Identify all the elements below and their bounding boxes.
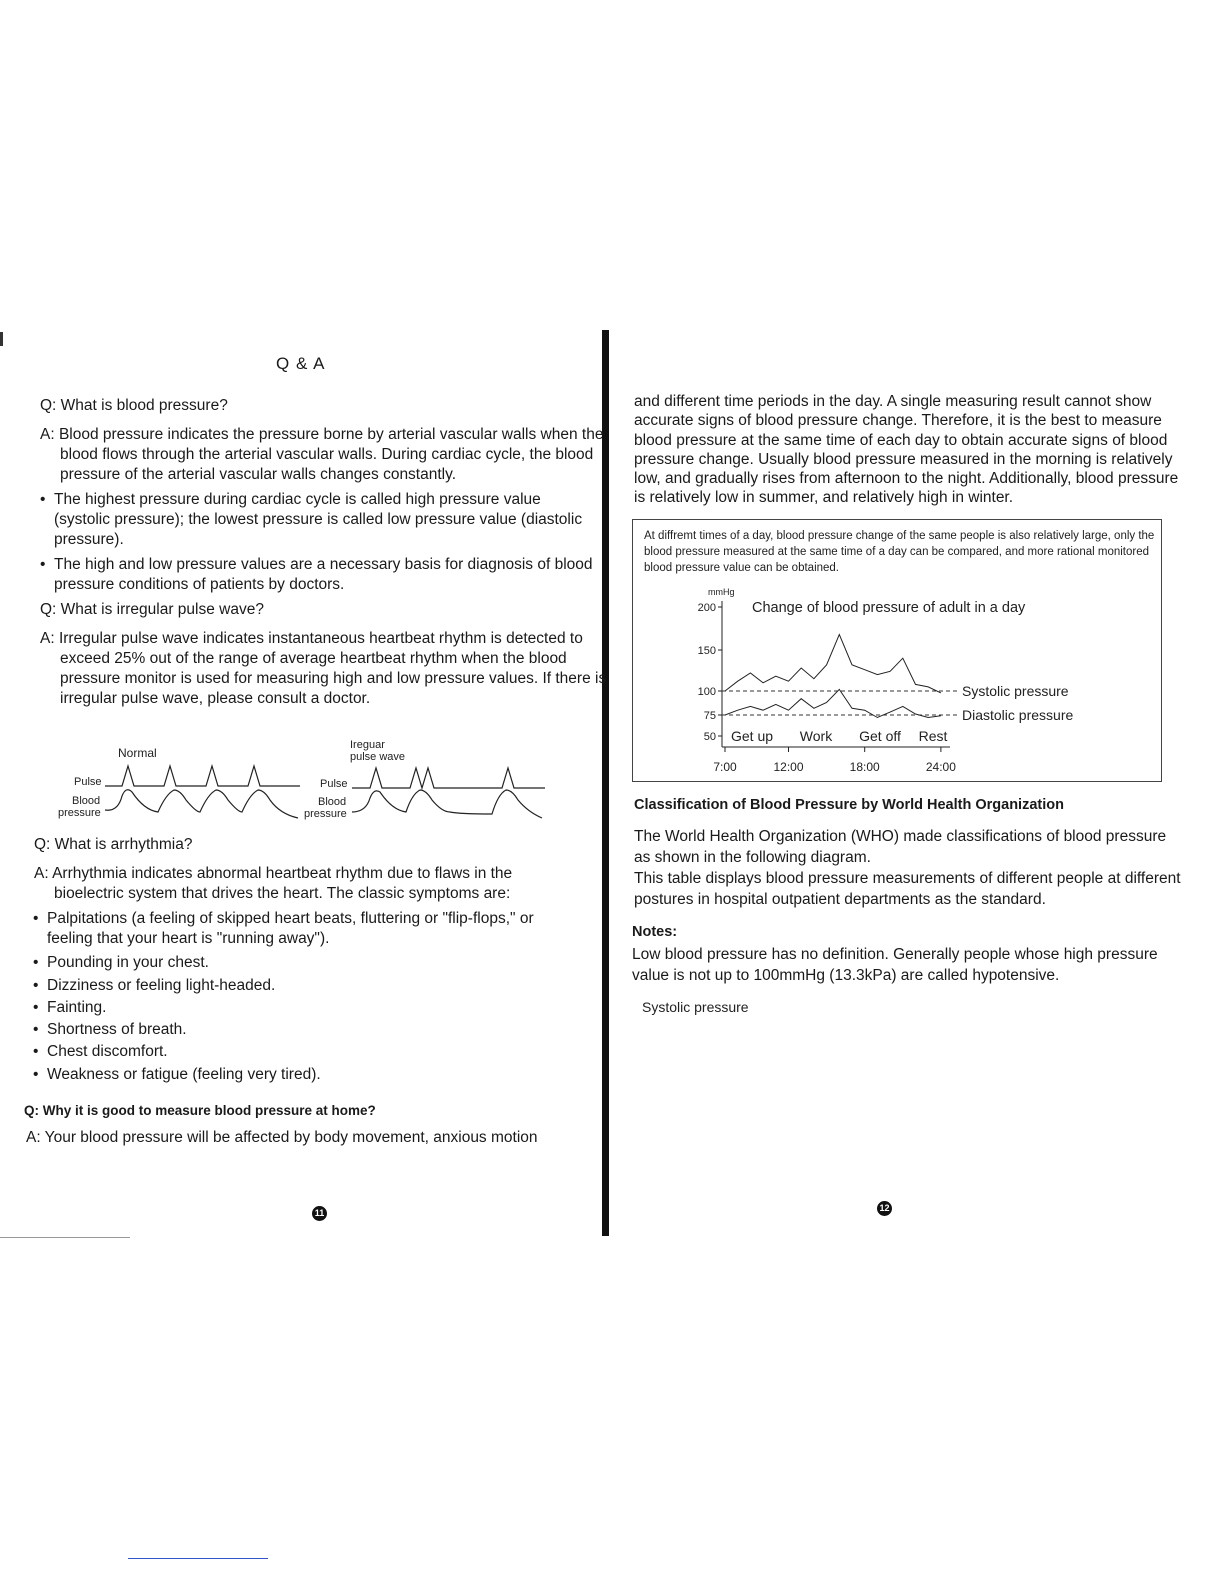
normal-pulse-wave [105,766,300,786]
answer-arrhythmia: A: Arrhythmia indicates abnormal heartbeat rhythm due to flaws in the bioelectric system that drives the heart. The classic symptoms are: [34,865,513,902]
y-tick-label: 150 [697,645,716,657]
symptom-item: • Weakness or fatigue (feeling very tired). [47,1065,567,1085]
wave-pulse-label-irregular: Pulse [320,778,348,790]
y-tick-label: 200 [697,602,716,614]
activity-label: Rest [918,728,948,744]
bottom-link-rule [128,1558,268,1559]
symptom-item: • Palpitations (a feeling of skipped heart beats, fluttering or "flip-flops," or feeling that your heart is "running away"). [47,909,567,949]
series-line-systolic [725,635,941,693]
symptom-item: • Dizziness or feeling light-headed. [47,976,567,996]
legend-label: Systolic pressure [962,683,1069,699]
x-tick-label: 18:00 [849,760,880,774]
symptom-item: • Chest discomfort. [47,1042,567,1062]
wave-blood-label-irregular-2: pressure [304,808,347,820]
question-home-measurement: Q: Why it is good to measure blood pressure at home? [24,1103,376,1118]
symptom-item: • Fainting. [47,998,567,1018]
y-tick-label: 100 [697,686,716,698]
irregular-pulse-wave [352,768,545,788]
footer-rule [0,1237,130,1238]
answer-irregular-pulse: A: Irregular pulse wave indicates instantaneous heartbeat rhythm is detected to exceed 25% out of the range of average heartbeat rhythm when the blood pressure monitor is used for measuring high and low pressure values. If there is irregular pulse wave, please consult a doctor. [40,630,607,707]
x-tick-label: 24:00 [925,760,956,774]
systolic-caption: Systolic pressure [642,999,749,1015]
notes-heading: Notes: [632,924,678,940]
wave-irregular-title-1: Ireguar [350,739,385,751]
bullet-diagnosis-basis: • The high and low pressure values are a necessary basis for diagnosis of blood pressure conditions of patients by doctors. [54,555,596,595]
bp-daily-chart [640,585,1160,780]
x-tick-label: 12:00 [773,760,804,774]
question-irregular-pulse: Q: What is irregular pulse wave? [40,601,264,618]
activity-label: Get off [859,728,901,744]
symptom-item: • Shortness of breath. [47,1020,567,1040]
y-axis-unit: mmHg [708,587,735,597]
irregular-pressure-wave [352,790,542,818]
wave-blood-label-irregular-1: Blood [318,796,347,808]
who-heading: Classification of Blood Pressure by World Health Organization [634,797,1064,813]
wave-blood-label-normal-1: Blood [72,795,101,807]
legend-label: Diastolic pressure [962,707,1074,723]
page-number-left: 11 [312,1206,327,1221]
page-number-right: 12 [877,1201,892,1216]
activity-label: Get up [730,728,774,744]
answer-home-measurement: A: Your blood pressure will be affected by body movement, anxious motion [26,1129,538,1146]
question-arrhythmia: Q: What is arrhythmia? [34,836,193,853]
who-text-2: This table displays blood pressure measurements of different people at different postures in hospital outpatient departments as the standard. [634,870,1181,908]
pulse-wave-diagram [40,730,560,830]
normal-pressure-wave [105,790,298,818]
bullet-systolic-definition: • The highest pressure during cardiac cycle is called high pressure value (systolic pressure); the lowest pressure is called low pressure value (diastolic pressure). [54,490,596,550]
who-text-1: The World Health Organization (WHO) made classifications of blood pressure as shown in the following diagram. [634,828,1167,866]
question-blood-pressure: Q: What is blood pressure? [40,397,228,414]
wave-irregular-title-2: pulse wave [350,751,406,763]
symptom-item: • Pounding in your chest. [47,953,567,973]
answer-blood-pressure: A: Blood pressure indicates the pressure borne by arterial vascular walls when the blood flows through the arterial vascular walls. During cardiac cycle, the blood pressure of the arterial vascular walls changes constantly. [40,426,604,483]
chart-title: Change of blood pressure of adult in a day [752,600,1026,616]
wave-blood-label-normal-2: pressure [58,807,101,819]
left-edge-mark [0,332,3,346]
x-tick-label: 7:00 [713,760,737,774]
intro-paragraph: and different time periods in the day. A single measuring result cannot show accurate signs of blood pressure change. Therefore, it is the best to measure blood pressure at the same time of each day to obtain accurate signs of blood pressure change. Usually blood pressure measured in the morning is relatively low, and gradually rises from afternoon to the night. Additionally, blood pressure is relatively low in summer, and relatively high in winter. [634,393,1179,507]
page-title: Q & A [276,354,326,373]
series-line-diastolic [725,689,941,717]
notes-text: Low blood pressure has no definition. Generally people whose high pressure value is not up to 100mmHg (13.3kPa) are called hypotensive. [632,946,1158,984]
wave-pulse-label-normal: Pulse [74,776,102,788]
activity-label: Work [799,728,833,744]
chart-box-note: At diffremt times of a day, blood pressure change of the same people is also relatively large, only the blood pressure measured at the same time of a day can be compared, and more rational monitored blood pressure value can be obtained. [644,530,1155,574]
y-tick-label: 50 [703,731,716,743]
wave-normal-title: Normal [118,746,157,760]
y-tick-label: 75 [703,710,716,722]
